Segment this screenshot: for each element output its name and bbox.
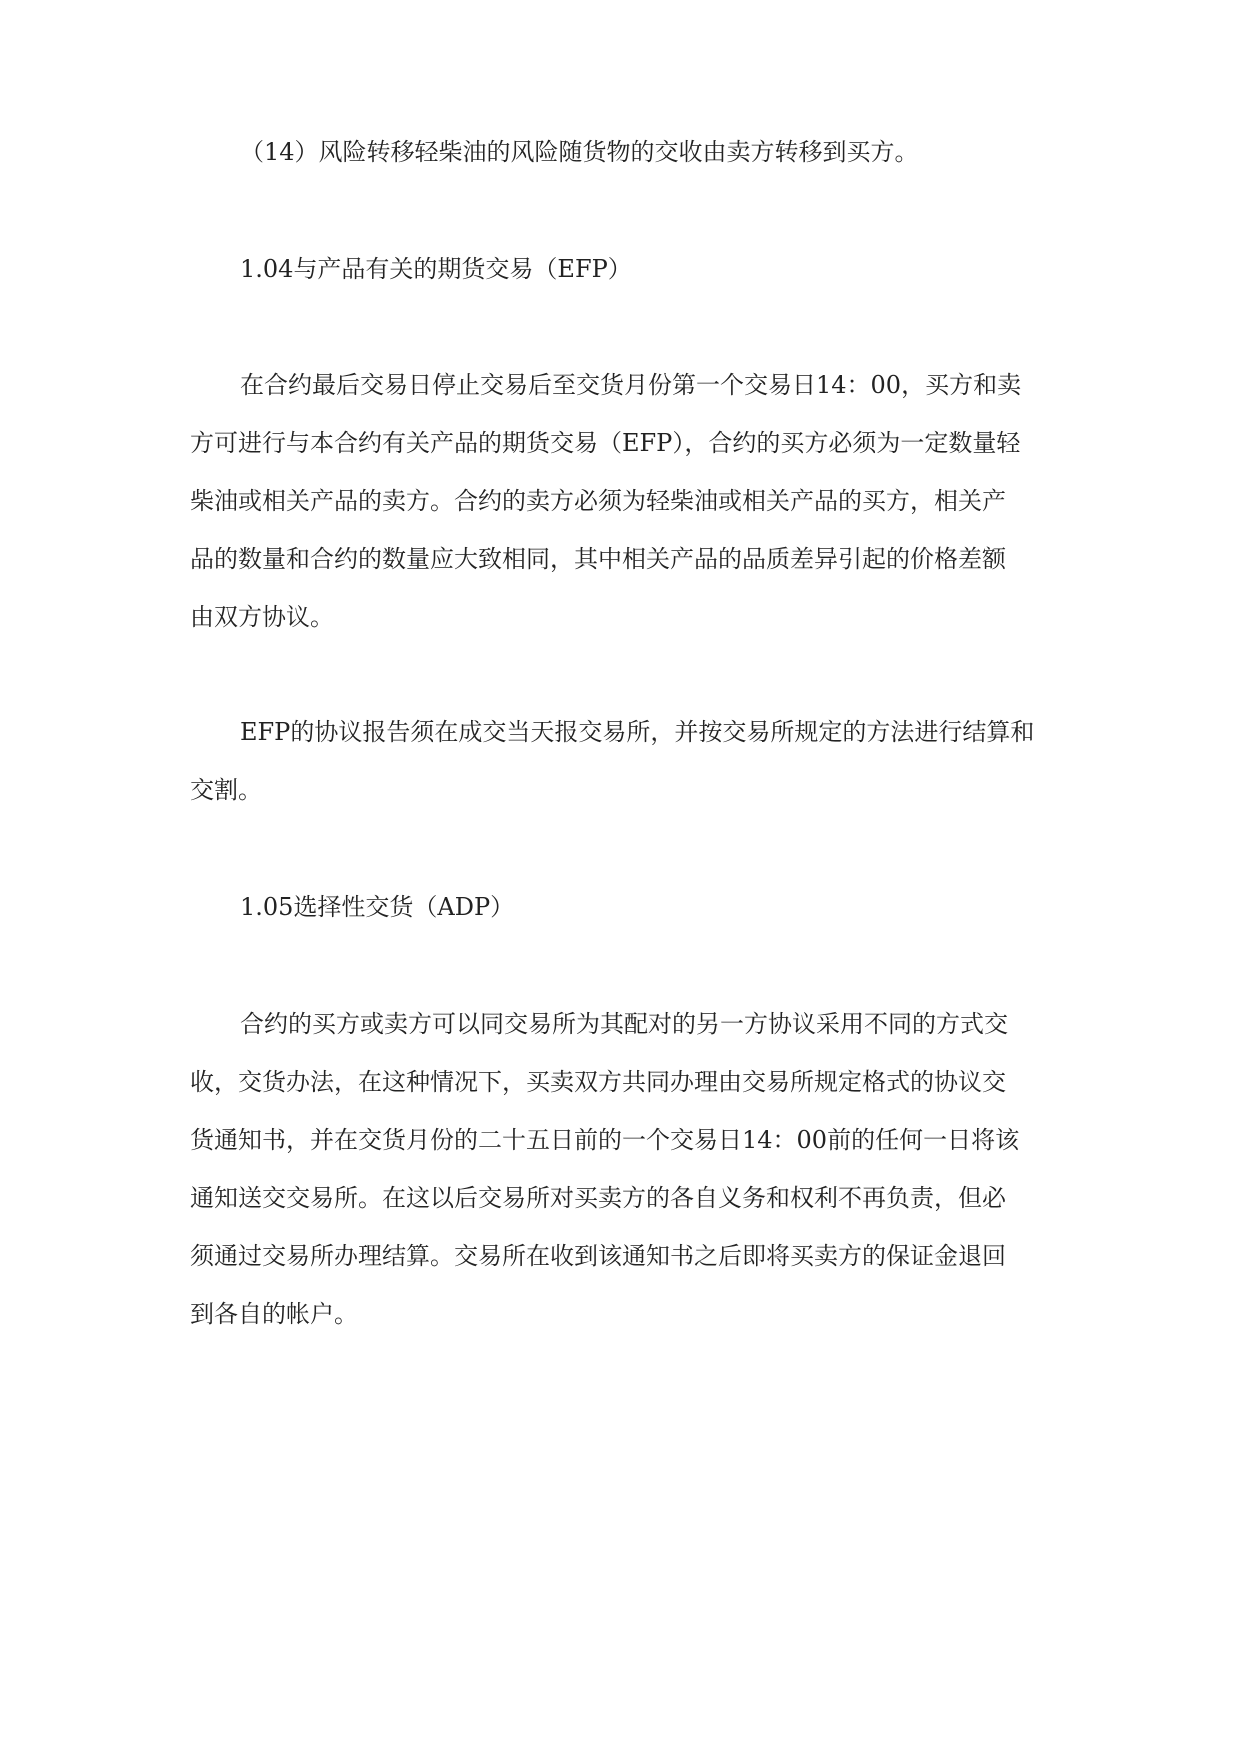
paragraph-line: 合约的买方或卖方可以同交易所为其配对的另一方协议采用不同的方式交 [240, 1010, 1008, 1038]
section-heading-adp: 1.05选择性交货（ADP） [240, 893, 515, 921]
paragraph-line: 到各自的帐户。 [190, 1300, 358, 1328]
paragraph-line: 须通过交易所办理结算。交易所在收到该通知书之后即将买卖方的保证金退回 [190, 1242, 1006, 1270]
paragraph-line: EFP的协议报告须在成交当天报交易所，并按交易所规定的方法进行结算和 [240, 718, 1035, 746]
section-heading-efp: 1.04与产品有关的期货交易（EFP） [240, 255, 632, 283]
paragraph-line: 通知送交交易所。在这以后交易所对买卖方的各自义务和权利不再负责，但必 [190, 1184, 1006, 1212]
paragraph-line: 由双方协议。 [190, 603, 334, 631]
paragraph-line: 交割。 [190, 776, 262, 804]
paragraph-line: 柴油或相关产品的卖方。合约的卖方必须为轻柴油或相关产品的买方，相关产 [190, 487, 1006, 515]
paragraph-line: 在合约最后交易日停止交易后至交货月份第一个交易日14：00，买方和卖 [240, 371, 1022, 399]
paragraph-line: 品的数量和合约的数量应大致相同，其中相关产品的品质差异引起的价格差额 [190, 545, 1006, 573]
paragraph-risk-transfer: （14）风险转移轻柴油的风险随货物的交收由卖方转移到买方。 [240, 138, 919, 166]
paragraph-line: 货通知书，并在交货月份的二十五日前的一个交易日14：00前的任何一日将该 [190, 1126, 1020, 1154]
paragraph-line: 方可进行与本合约有关产品的期货交易（EFP），合约的买方必须为一定数量轻 [190, 429, 1021, 457]
paragraph-line: 收，交货办法，在这种情况下，买卖双方共同办理由交易所规定格式的协议交 [190, 1068, 1006, 1096]
